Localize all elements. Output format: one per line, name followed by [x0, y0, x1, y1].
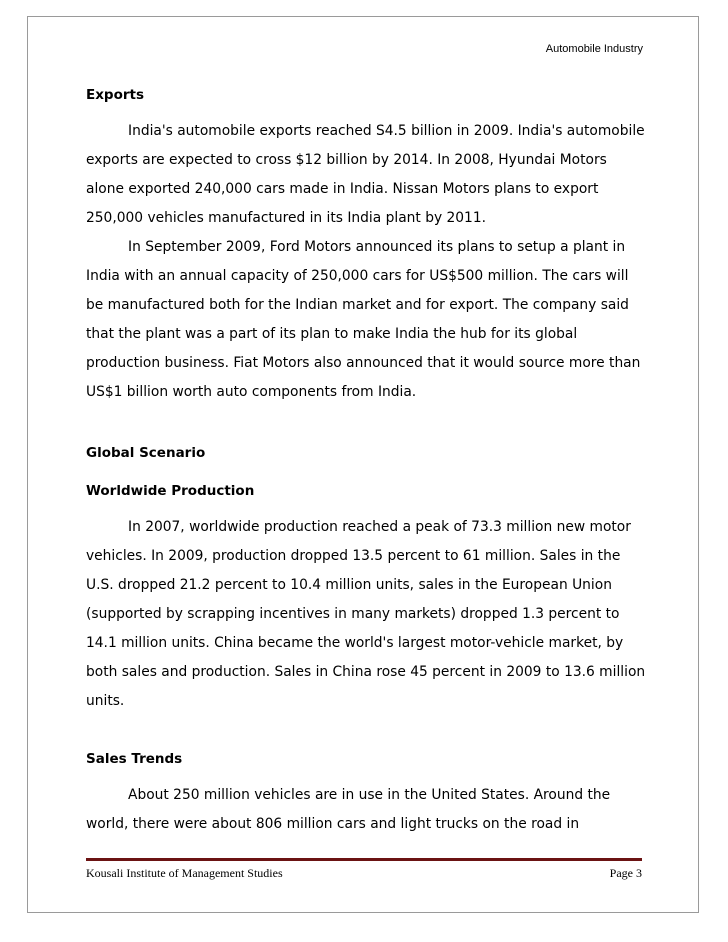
paragraph-exports-2: In September 2009, Ford Motors announced its plans to setup a plant in India with an annual capacity of 250,000 cars for US$500 million. The cars will be manufactured both for the Indian market and for export. The company said that the plant was a part of its plan to make India the hub for its global production business. Fiat Motors also announced that it would source more than US$1 billion worth auto components from India.: [86, 239, 641, 400]
paragraph-sales-trends: About 250 million vehicles are in use in the United States. Around the world, there were about 806 million cars and light trucks on the road in: [86, 787, 611, 832]
heading-worldwide-production: Worldwide Production: [86, 483, 255, 499]
paragraph-exports-1: India's automobile exports reached S4.5 billion in 2009. India's automobile exports are expected to cross $12 billion by 2014. In 2008, Hyundai Motors alone exported 240,000 cars made in India. Nissan Motors plans to export 250,000 vehicles manufactured in its India plant by 2011.: [86, 123, 645, 226]
running-header: Automobile Industry: [545, 43, 643, 55]
footer-page-number: Page 3: [609, 866, 642, 880]
heading-global-scenario: Global Scenario: [86, 445, 206, 461]
footer-rule: [86, 858, 642, 861]
footer-institution: Kousali Institute of Management Studies: [86, 866, 283, 880]
heading-sales-trends: Sales Trends: [86, 751, 183, 767]
paragraph-worldwide-production: In 2007, worldwide production reached a peak of 73.3 million new motor vehicles. In 2009, production dropped 13.5 percent to 61 million. Sales in the U.S. dropped 21.2 percent to 10.4 million units, sales in the European Union (supported by scrapping incentives in many markets) dropped 1.3 percent to 14.1 million units. China became the world's largest motor-vehicle market, by both sales and production. Sales in China rose 45 percent in 2009 to 13.6 million units.: [86, 519, 646, 709]
heading-exports: Exports: [86, 87, 145, 103]
